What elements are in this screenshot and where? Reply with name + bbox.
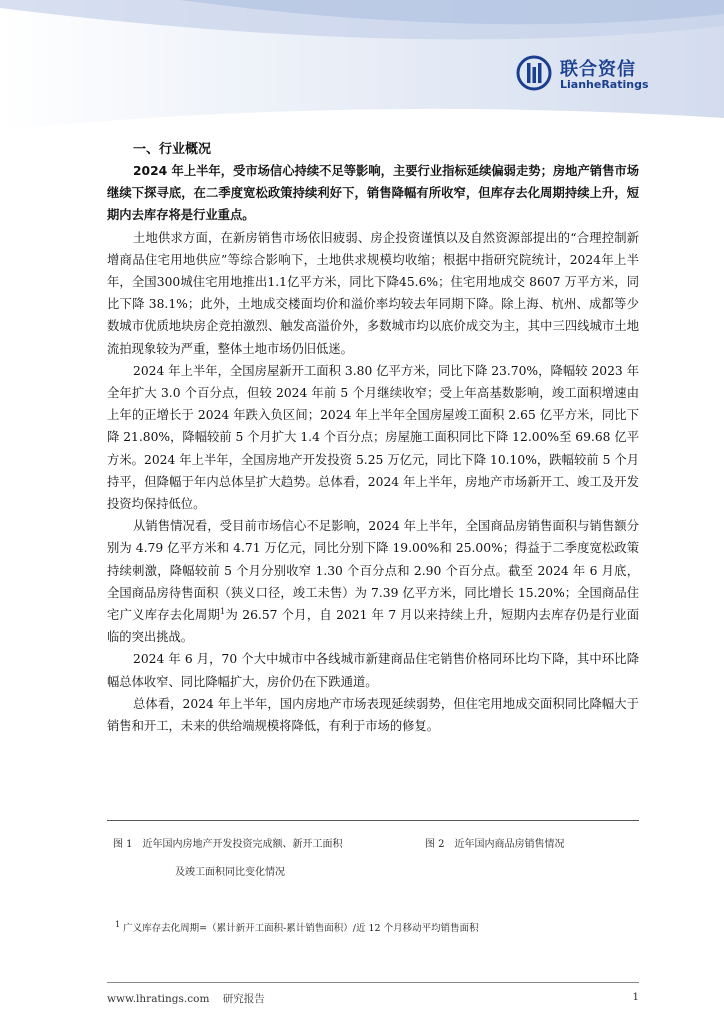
page-footer — [107, 982, 639, 1005]
logo-chinese-name: 联合资信 — [560, 59, 636, 80]
section-title: 一、行业概况 — [133, 142, 212, 157]
lead-paragraph: 2024 年上半年，受市场信心持续不足等影响，主要行业指标延续偏弱走势；房地产销售市场继续下探寻底，在二季度宽松政策持续利好下，销售降幅有所收窄，但库存去化周期持续上升，短期内去库存将是行业重点。 — [107, 164, 639, 223]
figure-2-caption: 图 2 近年国内商品房销售情况 — [425, 839, 565, 850]
footnote-text: 广义库存去化周期=（累计新开工面积-累计销售面积）/近 12 个月移动平均销售面积 — [123, 923, 479, 934]
sales-paragraph — [107, 515, 639, 648]
construction-paragraph: 2024 年上半年，全国房屋新开工面积 3.80 亿平方米，同比下降 23.70%，降幅较 2023 年全年扩大 3.0 个百分点，但较 2024 年前 5 个月继续收窄；受上年高基数影响，竣工面积增速由上年的正增长于 2024 年跌入负区间；2024 年上半年全国房屋竣工面积 2.65 亿平方米，同比下降 21.80%，降幅较前 5 个月扩大 1.4 个百分点；房屋施工面积同比下降 12.00%至 69.68 亿平方米。2024 年上半年，全国房地产开发投资 5.25 万亿元，同比下降 10.10%，跌幅较前 5 个月持平，但降幅于年内总体呈扩大趋势。总体看，2024 年上半年，房地产市场新开工、竣工及开发投资均保持低位。 — [107, 363, 639, 512]
figure-captions-area — [107, 820, 639, 900]
footer-report-type: 研究报告 — [222, 993, 265, 1005]
footer-website-link[interactable]: www.lhratings.com — [107, 993, 210, 1005]
footer-left — [107, 991, 265, 1006]
summary-paragraph: 总体看，2024 年上半年，国内房地产市场表现延续弱势，但住宅用地成交面积同比降幅大于销售和开工，未来的供给端规模将降低，有利于市场的修复。 — [107, 696, 639, 734]
lianhe-logo-icon — [516, 55, 552, 91]
footnote — [115, 920, 635, 934]
land-supply-paragraph: 土地供求方面，在新房销售市场依旧疲弱、房企投资谨慎以及自然资源部提出的“合理控制新增商品住宅用地供应”等综合影响下，土地供求规模均收缩；根据中指研究院统计，2024年上半年，全国300城住宅用地推出1.1亿平方米，同比下降45.6%；住宅用地成交 8607 万平方米，同比下降 38.1%；此外，土地成交楼面均价和溢价率均较去年同期下降。除上海、杭州、成都等少数城市优质地块房企竞拍激烈、触发高溢价外，多数城市均以底价成交为主，其中三四线城市土地流拍现象较为严重，整体土地市场仍旧低迷。 — [107, 230, 639, 356]
main-content — [107, 140, 639, 737]
page-number: 1 — [632, 991, 639, 1003]
footnote-marker: 1 — [115, 919, 121, 929]
company-logo — [516, 55, 696, 95]
figure-1-caption-line1: 图 1 近年国内房地产开发投资完成额、新开工面积 — [113, 839, 343, 850]
figure-1-caption-line2: 及竣工面积同比变化情况 — [175, 867, 285, 878]
sales-text-part1: 从销售情况看，受目前市场信心不足影响，2024 年上半年，全国商品房销售面积与销售额分别为 4.79 亿平方米和 4.71 万亿元，同比分别下降 19.00%和 25.00%；得益于二季度宽松政策持续刺激，降幅较前 5 个月分别收窄 1.30 个百分点和 2.90 个百分点。截至 2024 年 6 月底，全国商品房待售面积（狭义口径，竣工未售）为 7.39 亿平方米，同比增长 15.20%；全国商品住宅广义库存去化周期 — [107, 519, 639, 623]
price-paragraph: 2024 年 6 月，70 个大中城市中各线城市新建商品住宅销售价格同环比均下降，其中环比降幅总体收窄、同比降幅扩大，房价仍在下跌通道。 — [107, 652, 639, 689]
sales-text-part2: 为 26.57 个月，自 2021 年 7 月以来持续上升，短期内去库存仍是行业面临的突出挑战。 — [107, 608, 639, 645]
logo-english-name: LianheRatings — [560, 78, 649, 91]
footnote-reference[interactable]: 1 — [220, 606, 226, 616]
